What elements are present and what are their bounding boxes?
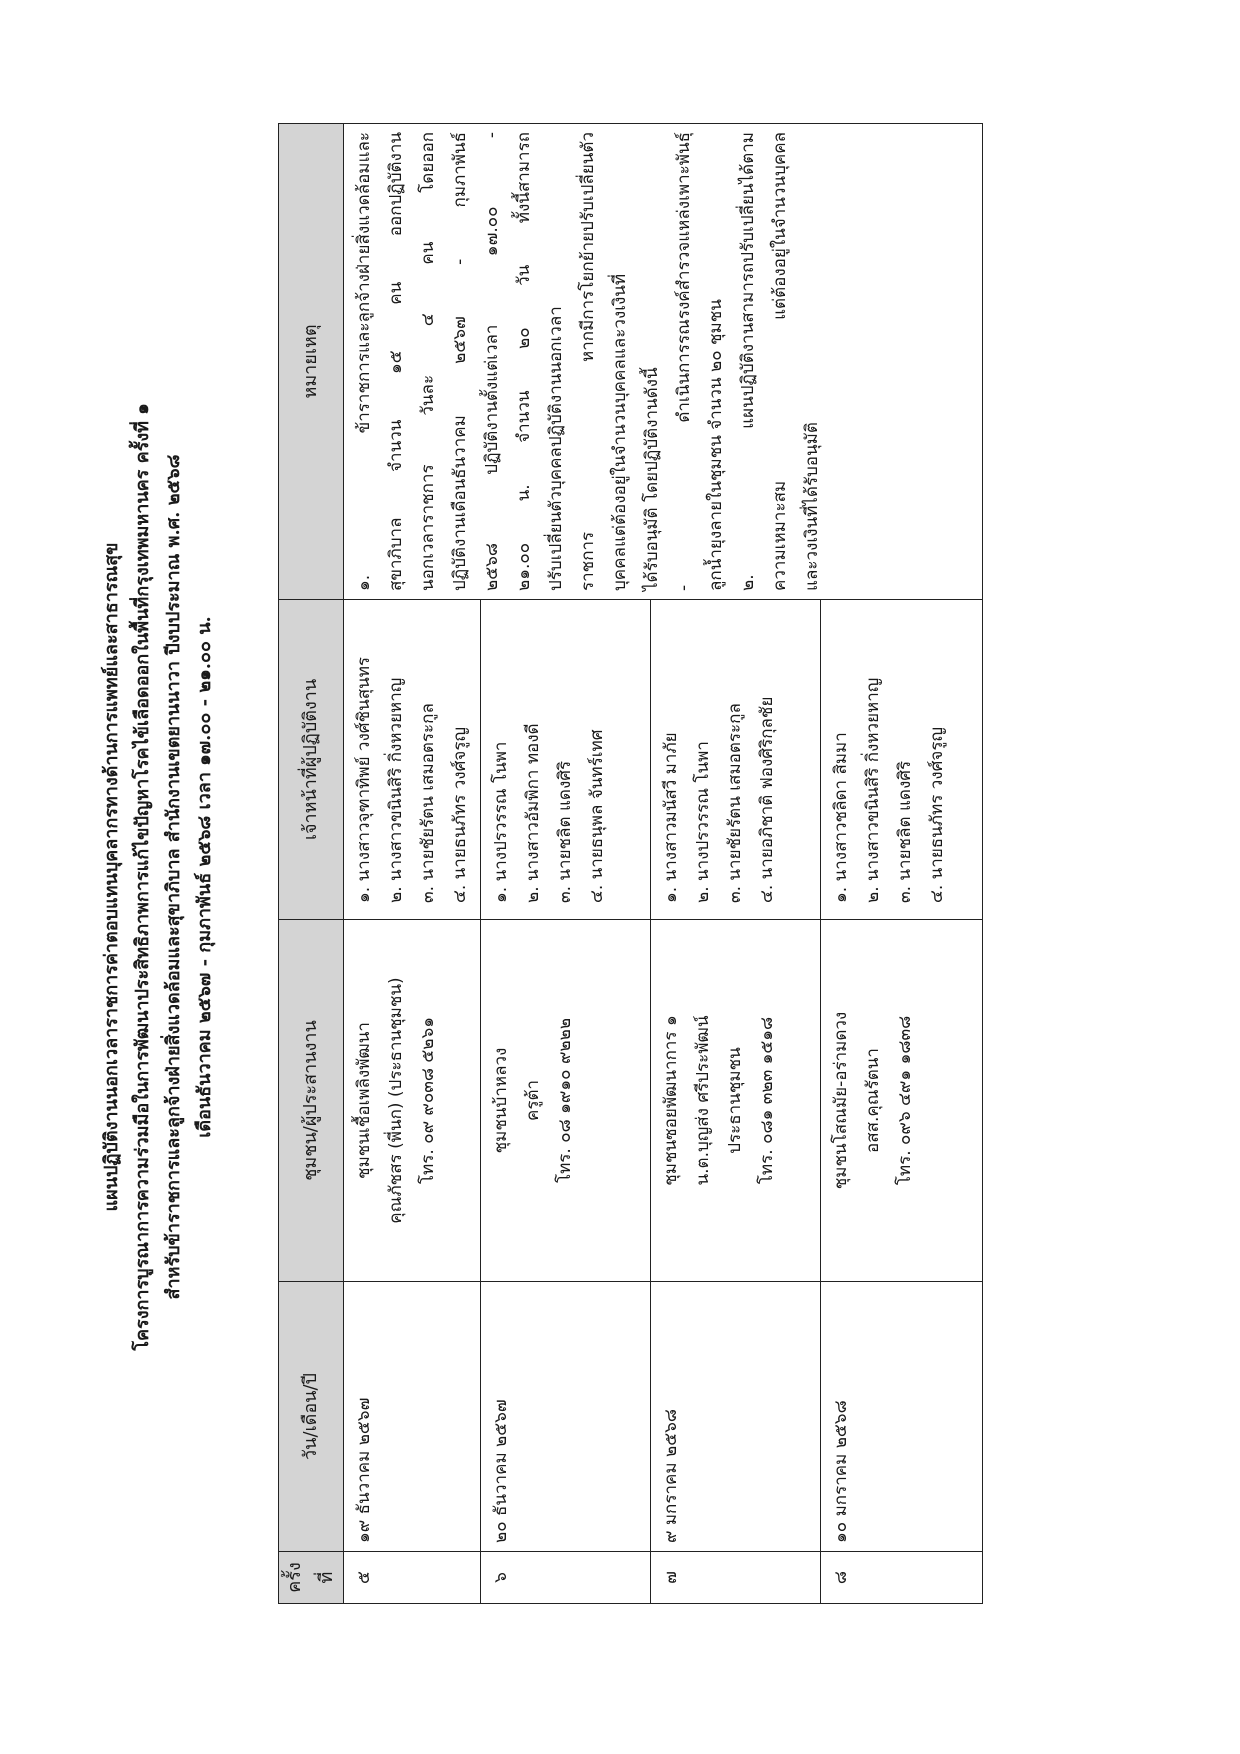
community-cell (651, 920, 821, 1282)
visit-date: ๑๐ มกราคม ๒๕๖๘ (821, 1282, 983, 1552)
staff-member: ๑. นางสาวมนัสวี มาภัย (661, 732, 681, 903)
phone-number: โทร. ๐๙๖ ๔๙๑ ๑๘๓๘ (895, 1015, 915, 1186)
community-cell (821, 920, 983, 1282)
visit-date: ๙ มกราคม ๒๕๖๘ (651, 1282, 821, 1552)
round-number: ๗ (651, 1552, 821, 1604)
coordinator: น.ต.บุญส่ง ศรีประพัฒน์ (693, 1015, 713, 1186)
staff-member: ๒. นางสาวขนินสิริ กิ่งหวยหาญ (386, 677, 406, 903)
header-date: วัน/เดือน/ปี (279, 1282, 344, 1552)
title-line-2: โครงการบูรณาการความร่วมมือในการพัฒนาประสิทธิภาพการแก้ไขปัญหาโรคไข้เลือดออกในพื้นที่กรุงเทพมหานคร ครั้งที่ ๑ (132, 403, 153, 1351)
remark-line: ๒๕๖๘ ปฏิบัติงานตั้งแต่เวลา ๑๗.๐๐ - (482, 132, 502, 591)
staff-member: ๓. นายชลิต แดงศิริ (895, 760, 915, 903)
title-line-3: สำหรับข้าราชการและลูกจ้างฝ่ายสิ่งแวดล้อมและสุขาภิบาล สำนักงานเขตยานนาวา ปีงบประมาณ พ.ศ. ๒๕๖๘ (163, 454, 184, 1300)
round-number: ๘ (821, 1552, 983, 1604)
staff-member: ๔. นายธนภัทร วงศ์จรูญ (450, 727, 470, 903)
community-cell (481, 920, 651, 1282)
phone-number: โทร. ๐๘ ๑๙๑๐ ๙๒๒๒ (555, 1017, 575, 1184)
header-round: ครั้งที่ (279, 1552, 344, 1604)
coordinator: อสส.คุณรัตนา (863, 1048, 883, 1153)
staff-member: ๑. นางสาวชลิดา สิมมา (831, 732, 851, 903)
staff-member: ๒. นางสาวอัมพิกา ทองดี (523, 723, 543, 903)
remark-line: ปรับเปลี่ยนตัวบุคคลปฏิบัติงานนอกเวลา (546, 306, 566, 591)
staff-member: ๑. นางปรวรรณ โนพา (491, 741, 511, 903)
coordinator: คุณภัชสร (พี่นก) (ประธานชุมชน) (386, 977, 406, 1224)
remark-line: - ดำเนินการรณรงค์สำรวจแหล่งเพาะพันธุ์ (674, 132, 694, 591)
staff-cell (344, 600, 481, 920)
staff-member: ๔. นายอภิชาติ ฟองศิริกุลชัย (757, 696, 777, 903)
table-row (344, 124, 481, 1604)
schedule-table (278, 123, 983, 1604)
remark-line: ปฏิบัติงานเดือนธันวาคม ๒๕๖๗ - กุมภาพันธ์ (450, 132, 470, 591)
round-number: ๕ (344, 1552, 481, 1604)
community-name: ชุมชนโสณมัย-อร่ามดวง (831, 1011, 851, 1190)
staff-member: ๓. นายชัยรัตน เสมอตระกูล (418, 703, 438, 903)
header-staff: เจ้าหน้าที่ผู้ปฏิบัติงาน (279, 600, 344, 920)
remark-line: ความเหมาะสม แต่ต้องอยู่ในจำนวนบุคคล (770, 132, 790, 591)
community-name: ชุมชนซอยพัฒนาการ ๑ (661, 1015, 681, 1186)
visit-date: ๒๐ ธันวาคม ๒๕๖๗ (481, 1282, 651, 1552)
table-header-row (279, 124, 344, 1604)
remark-line: ราชการ หากมีการโยกย้ายปรับเปลี่ยนตัว (578, 132, 598, 591)
staff-cell (481, 600, 651, 920)
staff-member: ๒. นางปรวรรณ โนพา (693, 741, 713, 903)
remark-line: ๒๑.๐๐ น. จำนวน ๒๐ วัน ทั้งนี้สามารถ (514, 132, 534, 591)
staff-member: ๑. นางสาวจุฑาทิพย์ วงศ์ชินสุนทร (354, 656, 374, 903)
visit-date: ๑๙ ธันวาคม ๒๕๖๗ (344, 1282, 481, 1552)
round-number: ๖ (481, 1552, 651, 1604)
staff-cell (821, 600, 983, 920)
remark-line: บุคคลแต่ต้องอยู่ในจำนวนบุคคลและวงเงินที่ (610, 273, 630, 591)
remark-line: ๑. ข้าราชการและลูกจ้างฝ่ายสิ่งแวดล้อมและ (354, 132, 374, 591)
staff-member: ๔. นายธนุพล จันทร์เทศ (587, 729, 607, 903)
header-remarks: หมายเหตุ (279, 124, 344, 600)
staff-member: ๓. นายชลิต แดงศิริ (555, 760, 575, 903)
remark-line: นอกเวลาราชการ วันละ ๔ คน โดยออก (418, 132, 438, 591)
remark-line: และวงเงินที่ได้รับอนุมัติ (802, 422, 822, 591)
community-name: ชุมชนบ้าหลวง (491, 1047, 511, 1154)
title-line-4: เดือนธันวาคม ๒๕๖๗ - กุมภาพันธ์ ๒๕๖๘ เวลา ๑๗.๐๐ - ๒๑.๐๐ น. (194, 616, 215, 1138)
staff-member: ๒. นางสาวขนินสิริ กิ่งหวยหาญ (863, 677, 883, 903)
coordinator-title: ประธานชุมชน (725, 1047, 745, 1154)
community-name: ชุมชนเชื้อเพลิงพัฒนา (354, 1022, 374, 1179)
header-community: ชุมชน/ผู้ประสานงาน (279, 920, 344, 1282)
community-cell (344, 920, 481, 1282)
staff-member: ๔. นายธนภัทร วงศ์จรูญ (927, 727, 947, 903)
coordinator: ครูต้า (523, 1079, 543, 1122)
staff-member: ๓. นายชัยรัตน เสมอตระกูล (725, 703, 745, 903)
document-titles (96, 0, 220, 1754)
remark-line: ได้รับอนุมัติ โดยปฏิบัติงานดังนี้ (642, 367, 662, 591)
remark-line: สุขาภิบาล จำนวน ๑๕ คน ออกปฏิบัติงาน (386, 132, 406, 591)
phone-number: โทร. ๐๙ ๙๐๓๘ ๕๒๖๑ (418, 1016, 438, 1185)
phone-number: โทร. ๐๘๑ ๓๒๓ ๑๕๑๘ (757, 1016, 777, 1185)
staff-cell (651, 600, 821, 920)
remark-line: ลูกน้ำยุงลายในชุมชน จำนวน ๒๐ ชุมชน (706, 299, 726, 591)
title-line-1: แผนปฏิบัติงานนอกเวลาราชการค่าตอบแทนบุคลากรทางด้านการแพทย์และสาธารณสุข (101, 542, 122, 1212)
remark-line: ๒. แผนปฏิบัติงานสามารถปรับเปลี่ยนได้ตาม (738, 132, 758, 591)
remarks-cell (344, 124, 983, 600)
